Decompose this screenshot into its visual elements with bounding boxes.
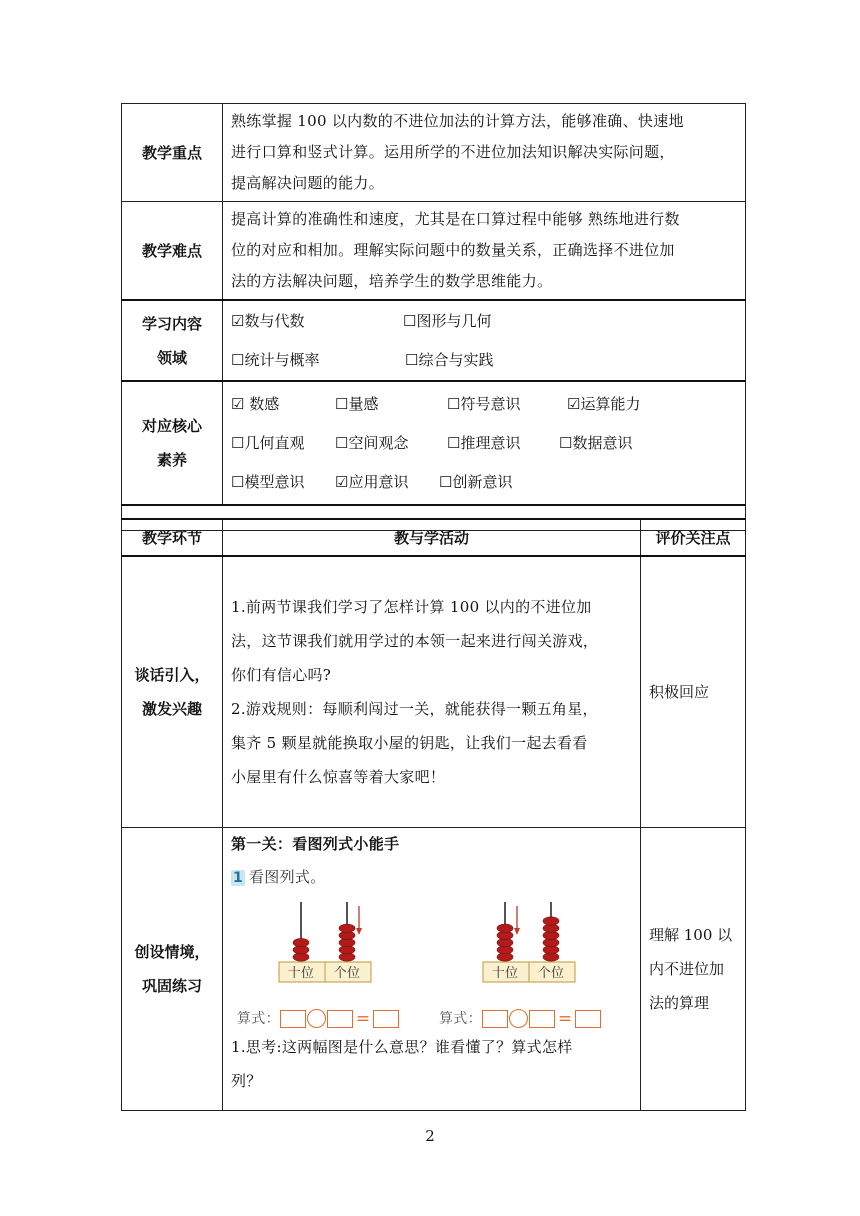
option-statistics[interactable]: [231, 341, 405, 380]
checkbox-icon: ☐: [559, 433, 573, 452]
option-label: 量感: [348, 394, 379, 413]
answer-box[interactable]: [482, 1010, 508, 1028]
option-label: 模型意识: [244, 472, 305, 491]
abacus-left: [279, 902, 371, 982]
option-label: 统计与概率: [244, 350, 320, 369]
intro-line: 你们有信心吗?: [231, 665, 332, 684]
option-label: 推理意识: [460, 433, 521, 452]
difficulties-row: [122, 202, 746, 301]
arrow-head-icon: [356, 928, 362, 935]
content-area-label: [122, 300, 223, 381]
intro-line: 法，这节课我们就用学过的本领一起来进行闯关游戏，: [231, 631, 599, 650]
practice-row: [122, 827, 746, 1110]
option-label: 应用意识: [348, 472, 409, 491]
checkbox-icon: ☐: [447, 394, 461, 413]
practice-eval-line: 法的算理: [649, 993, 710, 1012]
think-line: 列？: [231, 1071, 262, 1090]
operator-circle[interactable]: [307, 1009, 326, 1028]
page-number: 2: [425, 1127, 435, 1145]
core-literacy-row: [122, 381, 746, 505]
key-points-row: [122, 104, 746, 202]
content-area-options: [223, 300, 746, 381]
core-literacy-label-line: 对应核心: [141, 417, 202, 435]
answer-box[interactable]: [529, 1010, 555, 1028]
ones-label: 个位: [333, 965, 361, 981]
intro-stage: [122, 556, 223, 827]
checkbox-icon: ☑: [335, 472, 349, 491]
practice-eval: [641, 827, 746, 1110]
header-eval: 评价关注点: [641, 519, 746, 556]
option-quantity-sense[interactable]: [335, 385, 447, 424]
checkbox-icon: ☐: [405, 350, 419, 369]
difficulties-line: 法的方法解决问题，培养学生的数学思维能力。: [231, 272, 553, 290]
intro-eval: 积极回应: [641, 556, 746, 827]
lesson-info-table: [121, 103, 746, 531]
checkbox-icon: ☐: [231, 350, 245, 369]
abacus-bead: [339, 924, 355, 932]
abacus-bead: [497, 924, 513, 932]
checkbox-icon: ☐: [231, 472, 245, 491]
option-label: 数据意识: [572, 433, 633, 452]
option-label: 图形与几何: [416, 311, 492, 330]
checkbox-icon: ☑: [231, 394, 245, 413]
option-number-algebra[interactable]: [231, 302, 403, 341]
key-points-line: 提高解决问题的能力。: [231, 174, 385, 192]
practice-stage-line: 创设情境，: [134, 942, 210, 961]
checkbox-icon: ☑: [231, 311, 245, 330]
formula-area: [231, 1000, 632, 1030]
difficulties-line: 提高计算的准确性和速度，尤其是在口算过程中能够 熟练地进行数: [231, 210, 680, 228]
option-label: 运算能力: [580, 394, 641, 413]
checkbox-icon: ☑: [567, 394, 581, 413]
practice-eval-line: 内不进位加: [649, 959, 725, 978]
option-reasoning[interactable]: [447, 424, 559, 463]
abacus-bead: [293, 938, 309, 946]
intro-line: 1.前两节课我们学习了怎样计算 100 以内的不进位加: [231, 597, 592, 616]
option-label: 符号意识: [460, 394, 521, 413]
ones-label: 个位: [537, 965, 565, 981]
option-innovation[interactable]: [439, 463, 512, 502]
option-label: 几何直观: [244, 433, 305, 452]
core-literacy-label-line: 素养: [156, 451, 187, 469]
practice-stage: [122, 827, 223, 1110]
option-model-awareness[interactable]: [231, 463, 335, 502]
checkbox-icon: ☐: [335, 433, 349, 452]
header-stage: 教学环节: [122, 519, 223, 556]
formula-label: 算式：: [439, 1010, 482, 1027]
content-area-row: [122, 300, 746, 381]
level-title: 第一关：看图列式小能手: [231, 834, 400, 853]
practice-eval-line: 理解 100 以: [649, 925, 733, 944]
header-activity: 教与学活动: [223, 519, 641, 556]
header-row: [122, 519, 746, 556]
option-practice[interactable]: [405, 341, 493, 380]
option-label: 空间观念: [348, 433, 409, 452]
option-number-sense[interactable]: [231, 385, 335, 424]
practice-activity: [223, 827, 641, 1110]
practice-stage-line: 巩固练习: [141, 976, 202, 995]
abacus-right: [483, 902, 575, 982]
key-points-text: [223, 104, 746, 202]
core-literacy-options: [223, 381, 746, 505]
think-line: 1.思考:这两幅图是什么意思？谁看懂了？算式怎样: [231, 1037, 573, 1056]
checkbox-icon: ☐: [439, 472, 453, 491]
intro-stage-line: 激发兴趣: [141, 699, 202, 718]
lesson-activity-table: [121, 518, 746, 1111]
option-computation[interactable]: [567, 385, 640, 424]
intro-line: 小屋里有什么惊喜等着大家吧！: [231, 767, 446, 786]
difficulties-line: 位的对应和相加。理解实际问题中的数量关系，正确选择不进位加: [231, 241, 675, 259]
intro-row: [122, 556, 746, 827]
key-points-label: 教学重点: [122, 104, 223, 202]
checkbox-icon: ☐: [403, 311, 417, 330]
option-label: 综合与实践: [418, 350, 494, 369]
option-application[interactable]: [335, 463, 439, 502]
formula-label: 算式：: [237, 1010, 280, 1027]
difficulties-label: 教学难点: [122, 202, 223, 301]
option-geometric-intuition[interactable]: [231, 424, 335, 463]
checkbox-icon: ☐: [335, 394, 349, 413]
formula-right: [439, 1002, 601, 1036]
option-geometry[interactable]: [403, 302, 491, 341]
option-label: 数感: [244, 394, 280, 413]
option-label: 数与代数: [244, 311, 305, 330]
intro-line: 集齐 5 颗星就能换取小屋的钥匙，让我们一起去看看: [231, 733, 588, 752]
operator-circle[interactable]: [509, 1009, 528, 1028]
answer-box[interactable]: [575, 1010, 601, 1028]
key-points-line: 熟练掌握 100 以内数的不进位加法的计算方法，能够准确、快速地: [231, 112, 684, 130]
intro-stage-line: 谈话引入，: [134, 665, 210, 684]
tens-label: 十位: [491, 965, 519, 981]
answer-box[interactable]: [373, 1010, 399, 1028]
content-area-label-line: 领域: [156, 348, 187, 367]
option-data-awareness[interactable]: [559, 424, 632, 463]
tens-label: 十位: [287, 965, 315, 981]
arrow-head-icon: [514, 928, 520, 935]
difficulties-text: [223, 202, 746, 301]
intro-line: 2.游戏规则：每顺利闯过一关，就能获得一颗五角星，: [231, 699, 598, 718]
checkbox-icon: ☐: [447, 433, 461, 452]
abacus-illustration: [231, 900, 631, 1000]
option-symbol-awareness[interactable]: [447, 385, 567, 424]
option-label: 创新意识: [452, 472, 513, 491]
content-area-label-line: 学习内容: [141, 314, 202, 333]
equals-sign: =: [557, 1008, 573, 1029]
answer-box[interactable]: [327, 1010, 353, 1028]
intro-activity: [223, 556, 641, 827]
abacus-bead: [543, 916, 559, 924]
key-points-line: 进行口算和竖式计算。运用所学的不进位加法知识解决实际问题，: [231, 143, 675, 161]
core-literacy-label: [122, 381, 223, 505]
answer-box[interactable]: [280, 1010, 306, 1028]
formula-left: [237, 1002, 399, 1036]
equals-sign: =: [355, 1008, 371, 1029]
option-spatial-concept[interactable]: [335, 424, 447, 463]
exercise-number: 1: [232, 869, 244, 886]
exercise-title: 看图列式。: [249, 867, 326, 886]
checkbox-icon: ☐: [231, 433, 245, 452]
exercise-heading: [231, 860, 632, 894]
